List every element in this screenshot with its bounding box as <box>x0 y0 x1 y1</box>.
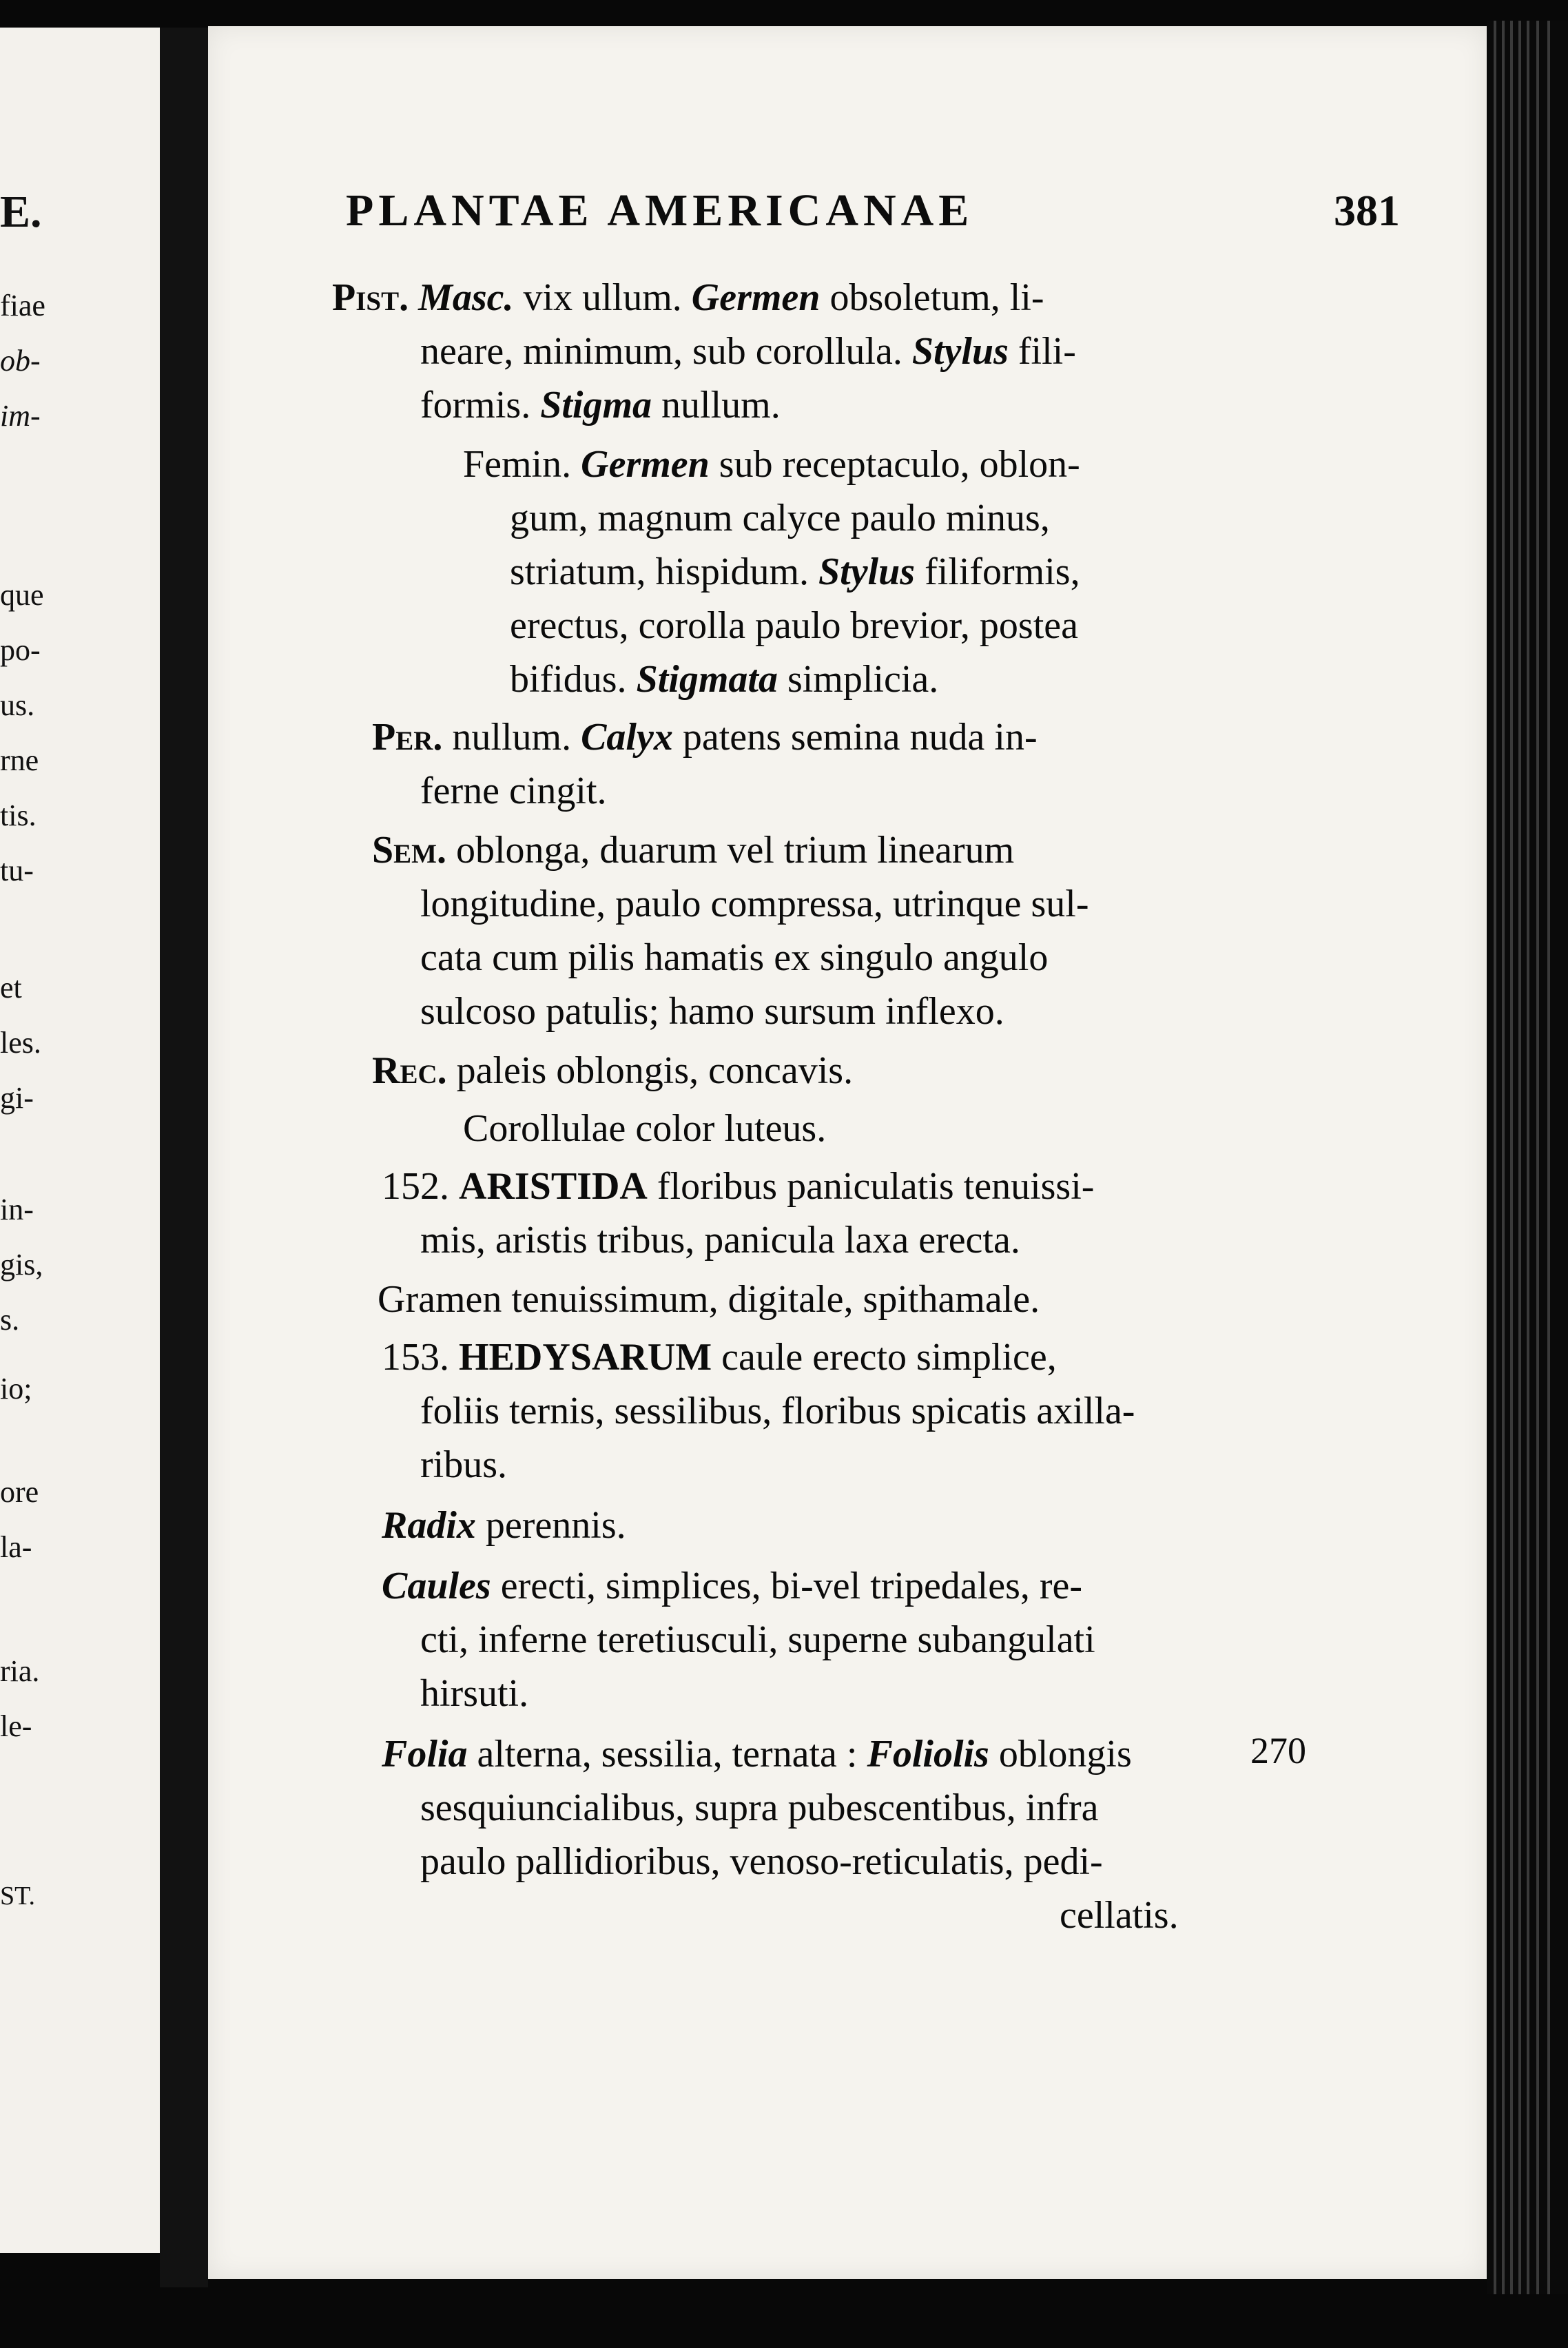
running-title: PLANTAE AMERICANAE <box>346 185 974 236</box>
italic-term: Masc. <box>418 276 514 319</box>
margin-reference-number: 270 <box>1250 1730 1306 1771</box>
italic-term: Caules <box>382 1565 491 1607</box>
text-line: foliis ternis, sessilibus, floribus spicatis axilla- <box>420 1390 1135 1432</box>
text-run: vix ullum. <box>513 276 692 319</box>
text-run: oblongis <box>989 1733 1132 1775</box>
text-run: filiformis, <box>915 550 1080 593</box>
text-run: patens semina nuda in- <box>672 716 1038 759</box>
text-line: ferne cingit. <box>420 770 607 812</box>
text-line <box>382 1164 1094 1208</box>
italic-term: Foliolis <box>867 1733 989 1775</box>
book-page <box>208 26 1487 2279</box>
page-edge-line <box>1502 21 1505 2294</box>
left-fragment: et <box>0 971 22 1005</box>
left-fragment: us. <box>0 688 35 722</box>
page-edge-stack <box>1487 21 1568 2294</box>
text-run: neare, minimum, sub corollula. <box>420 330 912 373</box>
left-fragment: ob- <box>0 344 41 378</box>
text-line: ribus. <box>420 1443 507 1486</box>
italic-term: Germen <box>581 443 710 486</box>
page-edge-line <box>1518 21 1521 2294</box>
entry-number: 153. <box>382 1336 449 1379</box>
italic-term: Folia <box>382 1733 468 1775</box>
left-fragment: rne <box>0 743 39 777</box>
left-fragment: que <box>0 578 44 612</box>
italic-term: Radix <box>382 1504 476 1547</box>
text-line: cellatis. <box>1060 1894 1179 1937</box>
left-fragment: ore <box>0 1475 39 1509</box>
text-run: simplicia. <box>777 658 939 701</box>
left-fragment: E. <box>0 187 42 237</box>
section-label-sem: Sem. <box>372 829 446 872</box>
text-line <box>372 715 1038 759</box>
text-line <box>420 383 781 427</box>
text-run: erecti, simplices, bi-vel tripedales, re- <box>491 1565 1083 1607</box>
text-line <box>382 1503 626 1547</box>
left-fragment: po- <box>0 633 41 667</box>
italic-term: Stigmata <box>636 658 778 701</box>
text-run: alterna, sessilia, ternata : <box>467 1733 867 1775</box>
section-label-rec: Rec. <box>372 1049 447 1092</box>
left-fragment: s. <box>0 1303 20 1337</box>
left-fragment: fiae <box>0 289 45 322</box>
text-line <box>510 657 938 701</box>
text-line: erectus, corolla paulo brevior, postea <box>510 604 1078 647</box>
left-fragment: ST. <box>0 1882 36 1911</box>
left-fragment: gi- <box>0 1081 34 1115</box>
text-line: sulcoso patulis; hamo sursum inflexo. <box>420 990 1004 1033</box>
page-edge-line <box>1510 21 1513 2294</box>
text-line <box>332 276 1044 320</box>
left-fragment: io; <box>0 1372 32 1405</box>
text-run: Femin. <box>463 443 581 486</box>
text-line: longitudine, paulo compressa, utrinque sul- <box>420 883 1089 925</box>
left-fragment: la- <box>0 1530 32 1564</box>
left-fragment: tis. <box>0 799 37 832</box>
left-fragment: ria. <box>0 1654 40 1688</box>
italic-term: Stylus <box>818 550 916 593</box>
page-edge-line <box>1494 21 1496 2294</box>
left-fragment: tu- <box>0 854 34 887</box>
text-run: perennis. <box>475 1504 626 1547</box>
text-run: nullum. <box>652 384 781 426</box>
genus-name: ARISTIDA <box>459 1165 648 1208</box>
page-edge-line <box>1547 21 1550 2294</box>
text-line: gum, magnum calyce paulo minus, <box>510 497 1050 539</box>
italic-term: Calyx <box>581 716 673 759</box>
text-run: paleis oblongis, concavis. <box>446 1049 854 1092</box>
text-run: obsoletum, li- <box>820 276 1044 319</box>
left-fragment: les. <box>0 1026 41 1060</box>
page-edge-line <box>1536 21 1539 2294</box>
entry-number: 152. <box>382 1165 449 1208</box>
page-number: 381 <box>1334 186 1400 235</box>
text-line <box>382 1335 1057 1379</box>
text-line <box>382 1564 1082 1608</box>
left-fragment: gis, <box>0 1248 43 1281</box>
running-header <box>346 185 1400 237</box>
left-fragment: le- <box>0 1709 32 1743</box>
text-run: formis. <box>420 384 541 426</box>
text-line: cti, inferne teretiusculi, superne subangulati <box>420 1618 1095 1661</box>
page-edge-line <box>1527 21 1529 2294</box>
italic-term: Stylus <box>911 330 1009 373</box>
text-line: cata cum pilis hamatis ex singulo angulo <box>420 936 1049 979</box>
text-line: mis, aristis tribus, panicula laxa erecta. <box>420 1219 1020 1261</box>
text-line <box>382 1732 1132 1776</box>
text-line <box>510 550 1080 594</box>
text-line: hirsuti. <box>420 1672 529 1715</box>
text-run: bifidus. <box>510 658 637 701</box>
text-run: oblonga, duarum vel trium linearum <box>446 829 1015 872</box>
text-line <box>372 828 1014 872</box>
text-line: Gramen tenuissimum, digitale, spithamale. <box>378 1278 1040 1321</box>
text-run: sub receptaculo, oblon- <box>709 443 1080 486</box>
italic-term: Stigma <box>540 384 652 426</box>
section-label-pist: Pist. <box>332 276 409 319</box>
text-line: paulo pallidioribus, venoso-reticulatis, pedi- <box>420 1840 1103 1883</box>
book-gutter <box>160 28 208 2287</box>
text-line <box>463 442 1080 486</box>
genus-name: HEDYSARUM <box>459 1336 712 1379</box>
text-run: nullum. <box>442 716 581 759</box>
previous-page-edge <box>0 28 161 2253</box>
italic-term: Germen <box>691 276 821 319</box>
text-line: sesquiuncialibus, supra pubescentibus, infra <box>420 1786 1099 1829</box>
left-fragment: im- <box>0 399 41 433</box>
text-run: fili- <box>1008 330 1076 373</box>
text-run: striatum, hispidum. <box>510 550 818 593</box>
text-line <box>372 1049 853 1093</box>
text-run: floribus paniculatis tenuissi- <box>647 1165 1095 1208</box>
left-fragment: in- <box>0 1193 34 1226</box>
text-line: Corollulae color luteus. <box>463 1107 827 1150</box>
text-run: caule erecto simplice, <box>712 1336 1057 1379</box>
section-label-per: Per. <box>372 716 443 759</box>
text-line <box>420 329 1076 373</box>
